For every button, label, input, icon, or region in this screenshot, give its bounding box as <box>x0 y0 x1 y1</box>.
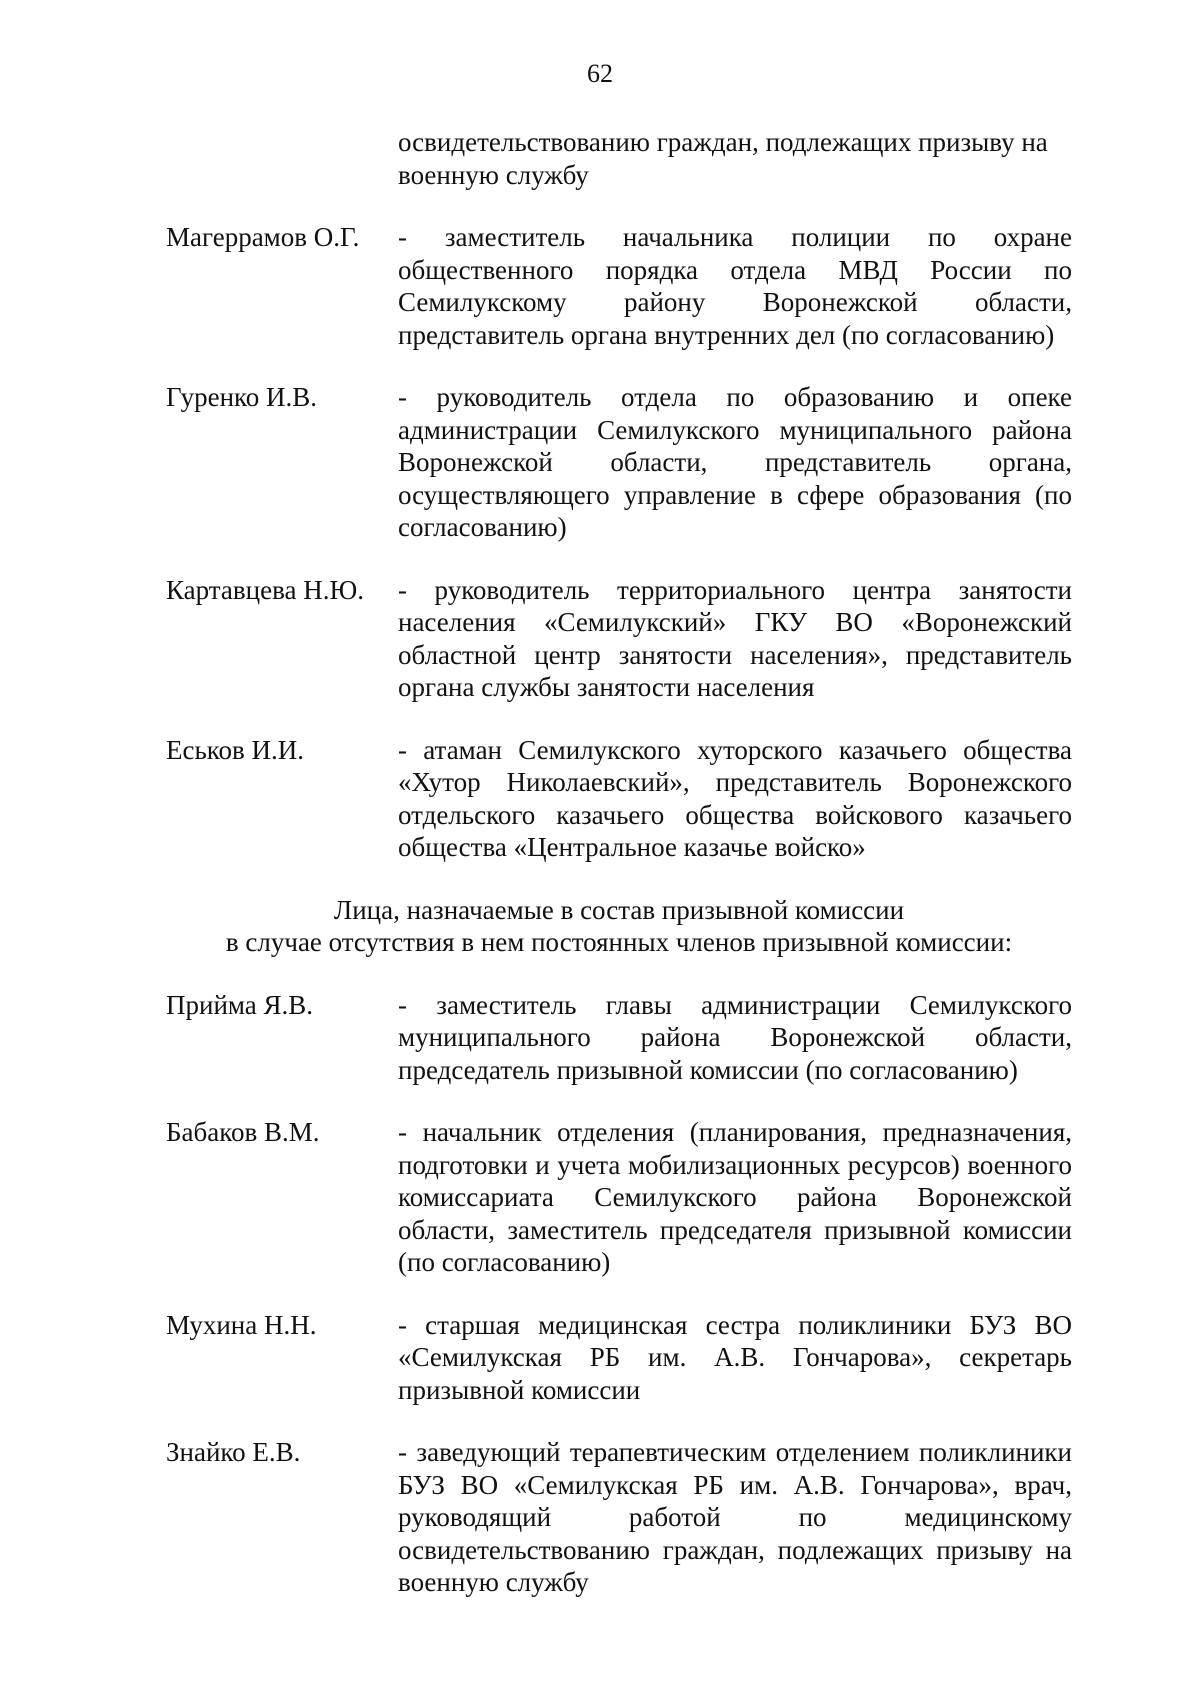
substitute-name: Прийма Я.В. <box>166 989 314 1020</box>
substitute-name: Мухина Н.Н. <box>166 1309 317 1340</box>
substitute-entry <box>166 989 1072 1087</box>
substitute-entry <box>166 1436 1072 1599</box>
section-heading-line: в случае отсутствия в нем постоянных членов призывной комиссии: <box>225 927 1013 957</box>
section-heading-line: Лица, назначаемые в состав призывной комиссии <box>333 894 905 925</box>
member-entry <box>166 381 1072 544</box>
member-description: - руководитель территориального центра занятости населения «Семилукский» ГКУ ВО «Воронежский областной центр занятости населения», представитель органа службы занятости населения <box>398 574 1072 702</box>
substitute-name: Бабаков В.М. <box>166 1117 320 1147</box>
substitute-description: - начальник отделения (планирования, предназначения, подготовки и учета мобилизационных ресурсов) военного комиссариата Семилукского района Воронежской области, заместитель председателя призывной комиссии (по согласованию) <box>398 1117 1072 1277</box>
member-entry <box>166 574 1072 704</box>
member-entry <box>166 734 1072 864</box>
members-list <box>166 221 1072 864</box>
member-description: - атаман Семилукского хуторского казачьего общества «Хутор Николаевский», представитель Воронежского отдельского казачьего общества войскового казачьего общества «Центральное казачье войско» <box>398 734 1072 862</box>
member-name: Картавцева Н.Ю. <box>166 574 364 605</box>
substitute-description: - заместитель главы администрации Семилукского муниципального района Воронежской области, председатель призывной комиссии (по согласованию) <box>398 989 1072 1085</box>
member-name: Еськов И.И. <box>166 734 305 765</box>
substitute-description: - заведующий терапевтическим отделением поликлиники БУЗ ВО «Семилукская РБ им. А.В. Гончарова», врач, руководящий работой по медицинскому освидетельствованию граждан, подлежащих призыву на военную службу <box>398 1437 1072 1597</box>
continuation-text: освидетельствованию граждан, подлежащих призыву на военную службу <box>398 127 1048 190</box>
page-number: 62 <box>587 59 613 88</box>
page-content <box>166 126 1072 1599</box>
substitute-name: Знайко Е.В. <box>166 1437 301 1467</box>
member-description: - заместитель начальника полиции по охране общественного порядка отдела МВД России по Семилукскому району Воронежской области, представитель органа внутренних дел (по согласованию) <box>398 222 1072 350</box>
substitutes-list <box>166 989 1072 1599</box>
section-heading <box>166 894 1072 959</box>
substitute-entry <box>166 1309 1072 1407</box>
substitute-description: - старшая медицинская сестра поликлиники БУЗ ВО «Семилукская РБ им. А.В. Гончарова», секретарь призывной комиссии <box>398 1309 1072 1405</box>
member-description: - руководитель отдела по образованию и опеке администрации Семилукского муниципального района Воронежской области, представитель органа, осуществляющего управление в сфере образования (по согласованию) <box>398 382 1072 542</box>
member-name: Магеррамов О.Г. <box>166 222 360 252</box>
member-entry <box>166 221 1072 351</box>
substitute-entry <box>166 1116 1072 1279</box>
member-name: Гуренко И.В. <box>166 382 318 412</box>
